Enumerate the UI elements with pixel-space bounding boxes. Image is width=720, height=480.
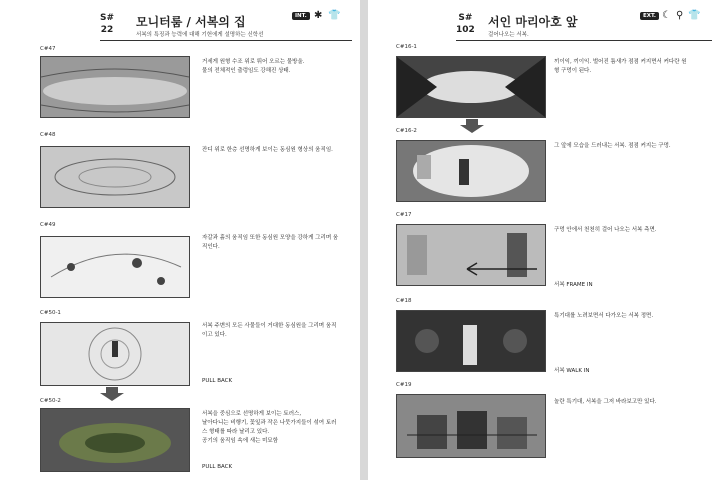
storyboard-frame: [396, 140, 546, 202]
cut-description: 잔디 위로 한층 선명하게 보이는 동심원 형상의 움직임.: [202, 147, 333, 153]
down-arrow-icon: [100, 386, 124, 405]
camera-note: PULL BACK: [202, 378, 233, 384]
cut-description: 끼이익, 끼이익. 벌어진 틈새가 점점 커지면서 커다란 원 형 구멍이 된다.: [554, 59, 687, 74]
ext-badge: EXT.: [640, 12, 659, 20]
cut-description: 그 앞에 모습을 드러내는 서복. 점점 커지는 구멍.: [554, 143, 671, 149]
cut-label: C#19: [396, 382, 412, 388]
scene-number-block: [100, 12, 114, 36]
scene-header: [0, 8, 360, 42]
header-rule: [456, 40, 712, 41]
storyboard-frame: [40, 146, 190, 208]
cut-description: 특기대를 노려보면서 다가오는 서복 정면.: [554, 313, 654, 319]
shirt-icon: 👕: [688, 10, 701, 21]
page-gutter: [360, 0, 368, 480]
storyboard-frame: [40, 408, 190, 472]
scene-prefix: S#: [100, 13, 115, 23]
scene-number: 22: [100, 25, 114, 35]
cut-label: C#47: [40, 46, 56, 52]
cut-description: 구멍 안에서 천천히 걸어 나오는 서복 측면.: [554, 227, 657, 233]
storyboard-frame: [396, 310, 546, 372]
cut-label: C#18: [396, 298, 412, 304]
scene-header: [368, 8, 720, 42]
storyboard-frame: [40, 236, 190, 298]
cut-label: C#48: [40, 132, 56, 138]
storyboard-frame: [40, 56, 190, 118]
cut-label: C#16-2: [396, 128, 417, 134]
cut-label: C#50-1: [40, 310, 61, 316]
moon-icon: ☾: [662, 10, 671, 21]
cut-label: C#50-2: [40, 398, 61, 404]
cut-label: C#16-1: [396, 44, 417, 50]
cut-description: 서복 주변의 모든 사물들이 거대한 동심원을 그리며 움직 이고 있다.: [202, 323, 337, 338]
int-badge: INT.: [292, 12, 310, 20]
scene-subtitle: 걸어나오는 서복.: [488, 32, 529, 38]
down-arrow-icon: [460, 118, 484, 137]
scene-number-block: [456, 12, 475, 36]
scene-title: 모니터룸 / 서복의 집: [136, 15, 246, 29]
cut-label: C#49: [40, 222, 56, 228]
person-icon: ⚲: [676, 10, 684, 21]
cut-description: 거세게 원형 수조 위로 튀어 오르는 물방울. 물의 전체적인 출렁임도 강해진 상태.: [202, 59, 305, 74]
camera-note: PULL BACK: [202, 464, 233, 470]
cut-label: C#17: [396, 212, 412, 218]
shirt-icon: 👕: [328, 10, 341, 21]
sun-icon: ✱: [314, 10, 323, 21]
camera-note: 서복 WALK IN: [554, 368, 590, 374]
storyboard-frame: [396, 56, 546, 118]
cut-description: 서복을 중심으로 선명하게 보이는 토러스, 날아다니는 비행기, 꽃잎과 작은 나뭇가지들이 섞여 토러 스 형태를 따라 날리고 있다. 공기의 움직임 속에 새는 미묘함: [202, 411, 337, 444]
scene-number: 102: [456, 25, 475, 35]
storyboard-frame: [396, 394, 546, 458]
storyboard-frame: [40, 322, 190, 386]
scene-prefix: S#: [458, 13, 473, 23]
cut-description: 자갈과 흙의 움직임 또한 동심원 모양을 강하게 그리며 움 직인다.: [202, 235, 339, 250]
header-rule: [100, 40, 352, 41]
storyboard-frame: [396, 224, 546, 286]
camera-note: 서복 FRAME IN: [554, 282, 593, 288]
scene-title: 서인 마리아호 앞: [488, 15, 578, 29]
cut-description: 놀란 특기대, 서복을 그저 바라보고만 있다.: [554, 399, 657, 405]
storyboard-page-right: [368, 0, 720, 480]
scene-subtitle: 서복의 특징과 능력에 대해 기헌에게 설명하는 신학선: [136, 32, 264, 38]
